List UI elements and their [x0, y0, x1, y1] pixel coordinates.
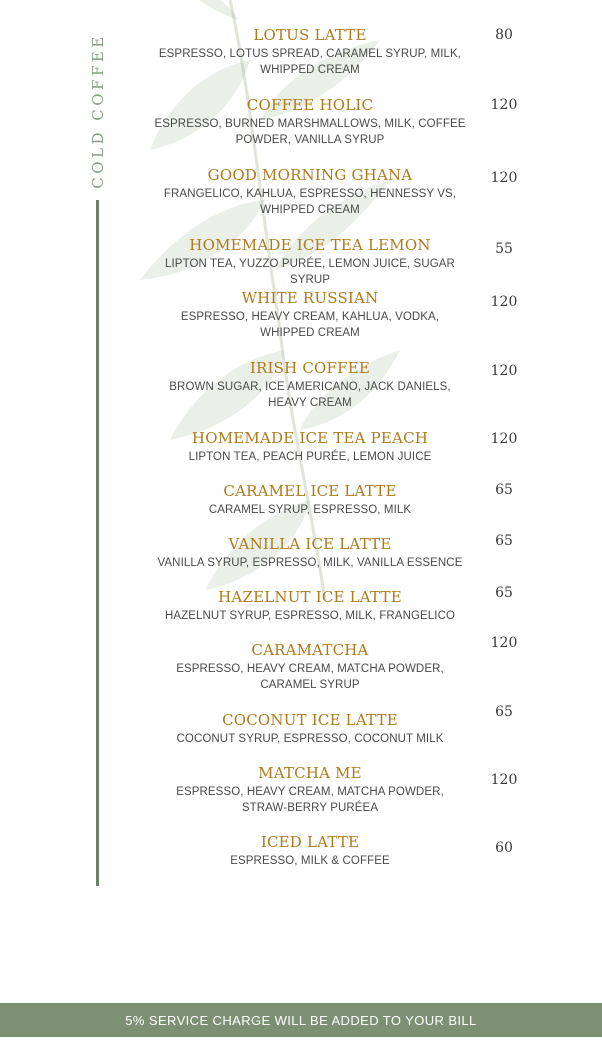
item-description: LIPTON TEA, YUZZO PURÉE, LEMON JUICE, SUGAR SYRUP — [165, 258, 455, 286]
item-description: ESPRESSO, LOTUS SPREAD, CARAMEL SYRUP, MILK, WHIPPED CREAM — [158, 48, 462, 76]
menu-item — [150, 429, 470, 465]
item-price: 120 — [490, 294, 518, 310]
item-description: FRANGELICO, KAHLUA, ESPRESSO, HENNESSY VS, WHIPPED CREAM — [163, 188, 457, 216]
item-price: 55 — [495, 241, 513, 257]
menu-item — [150, 764, 470, 816]
item-description: ESPRESSO, HEAVY CREAM, MATCHA POWDER, STRAW-BERRY PURÉEA — [176, 786, 444, 814]
item-price: 120 — [490, 170, 518, 186]
service-charge-notice: 5% SERVICE CHARGE WILL BE ADDED TO YOUR BILL — [125, 1012, 477, 1028]
menu-item — [150, 289, 470, 341]
section-title: COLD COFFEE — [89, 33, 107, 189]
item-name: COFFEE HOLIC — [246, 96, 374, 114]
item-name: IRISH COFFEE — [249, 359, 371, 377]
item-description: LIPTON TEA, PEACH PURÉE, LEMON JUICE — [188, 451, 432, 463]
item-description: BROWN SUGAR, ICE AMERICANO, JACK DANIELS, HEAVY CREAM — [169, 381, 451, 409]
item-price: 120 — [490, 363, 518, 379]
item-price: 65 — [495, 585, 513, 601]
item-price: 120 — [490, 772, 518, 788]
item-price: 120 — [490, 431, 518, 447]
item-description: COCONUT SYRUP, ESPRESSO, COCONUT MILK — [176, 733, 444, 745]
item-name: MATCHA ME — [258, 764, 362, 782]
item-name: GOOD MORNING GHANA — [207, 166, 413, 184]
item-name: HOMEMADE ICE TEA LEMON — [189, 236, 431, 254]
item-description: ESPRESSO, HEAVY CREAM, KAHLUA, VODKA, WHIPPED CREAM — [180, 311, 440, 339]
item-price: 65 — [495, 482, 513, 498]
menu-item — [150, 833, 470, 869]
item-price: 65 — [495, 533, 513, 549]
item-name: LOTUS LATTE — [253, 26, 367, 44]
menu-item — [150, 482, 470, 518]
item-description: ESPRESSO, BURNED MARSHMALLOWS, MILK, COFFEE POWDER, VANILLA SYRUP — [154, 118, 466, 146]
item-description: ESPRESSO, MILK & COFFEE — [230, 855, 390, 867]
menu-item — [150, 26, 470, 78]
item-description: ESPRESSO, HEAVY CREAM, MATCHA POWDER, CARAMEL SYRUP — [176, 663, 444, 691]
item-name: COCONUT ICE LATTE — [222, 711, 398, 729]
item-name: CARAMEL ICE LATTE — [223, 482, 397, 500]
service-charge-banner — [0, 1003, 602, 1037]
section-divider-line — [96, 200, 99, 886]
menu-item — [150, 359, 470, 411]
item-name: CARAMATCHA — [251, 641, 369, 659]
menu-item — [150, 166, 470, 218]
menu-item — [150, 711, 470, 747]
item-price: 80 — [495, 27, 513, 43]
item-price: 120 — [490, 97, 518, 113]
item-price: 60 — [495, 840, 513, 856]
item-name: ICED LATTE — [260, 833, 360, 851]
item-price: 65 — [495, 704, 513, 720]
item-price: 120 — [490, 635, 518, 651]
item-description: CARAMEL SYRUP, ESPRESSO, MILK — [208, 504, 412, 516]
menu-item — [150, 535, 470, 571]
menu-item — [150, 641, 470, 693]
item-name: VANILLA ICE LATTE — [228, 535, 392, 553]
menu-item — [150, 236, 470, 288]
menu-item — [150, 588, 470, 624]
menu-item — [150, 96, 470, 148]
item-description: HAZELNUT SYRUP, ESPRESSO, MILK, FRANGELICO — [164, 610, 456, 622]
item-description: VANILLA SYRUP, ESPRESSO, MILK, VANILLA ESSENCE — [157, 557, 463, 569]
item-name: HOMEMADE ICE TEA PEACH — [191, 429, 429, 447]
item-name: HAZELNUT ICE LATTE — [218, 588, 402, 606]
item-name: WHITE RUSSIAN — [241, 289, 379, 307]
